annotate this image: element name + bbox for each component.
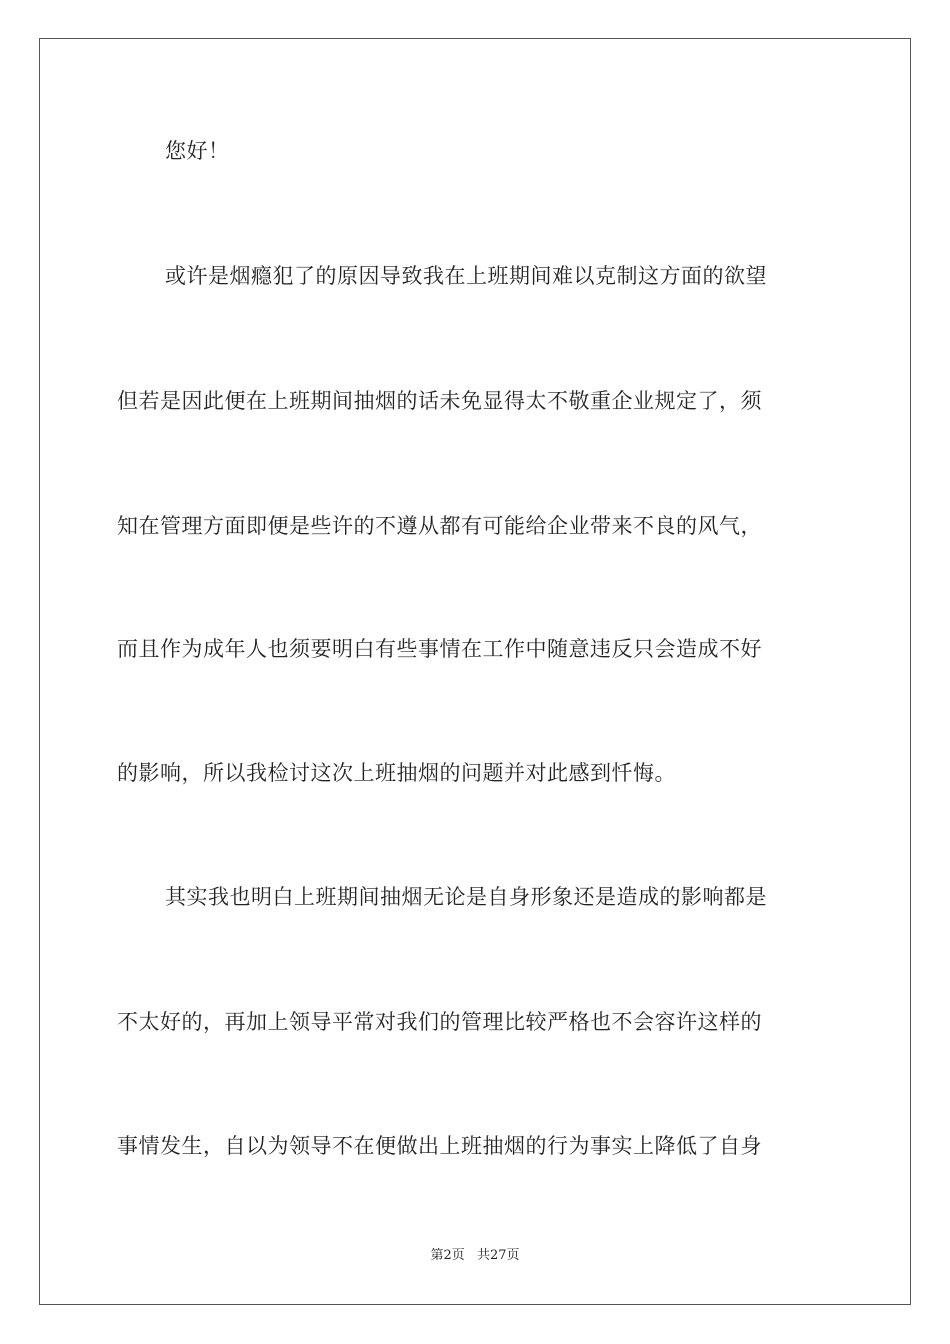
greeting: 您好！ bbox=[165, 139, 230, 163]
paragraph-line-7: 不太好的，再加上领导平常对我们的管理比较严格也不会容许这样的 bbox=[117, 1010, 762, 1034]
paragraph-line-1: 或许是烟瘾犯了的原因导致我在上班期间难以克制这方面的欲望 bbox=[165, 264, 767, 288]
page-border bbox=[39, 38, 911, 1305]
page-number: 第2页 bbox=[430, 1248, 465, 1263]
page-footer bbox=[0, 1247, 950, 1265]
paragraph-line-4: 而且作为成年人也须要明白有些事情在工作中随意违反只会造成不好 bbox=[117, 637, 762, 661]
total-pages: 共27页 bbox=[476, 1248, 520, 1263]
paragraph-line-3: 知在管理方面即便是些许的不遵从都有可能给企业带来不良的风气， bbox=[117, 514, 762, 538]
paragraph-line-2: 但若是因此便在上班期间抽烟的话未免显得太不敬重企业规定了，须 bbox=[117, 389, 762, 413]
paragraph-line-6: 其实我也明白上班期间抽烟无论是自身形象还是造成的影响都是 bbox=[165, 885, 767, 909]
paragraph-line-8: 事情发生，自以为领导不在便做出上班抽烟的行为事实上降低了自身 bbox=[117, 1134, 762, 1158]
paragraph-line-5: 的影响，所以我检讨这次上班抽烟的问题并对此感到忏悔。 bbox=[117, 761, 676, 785]
